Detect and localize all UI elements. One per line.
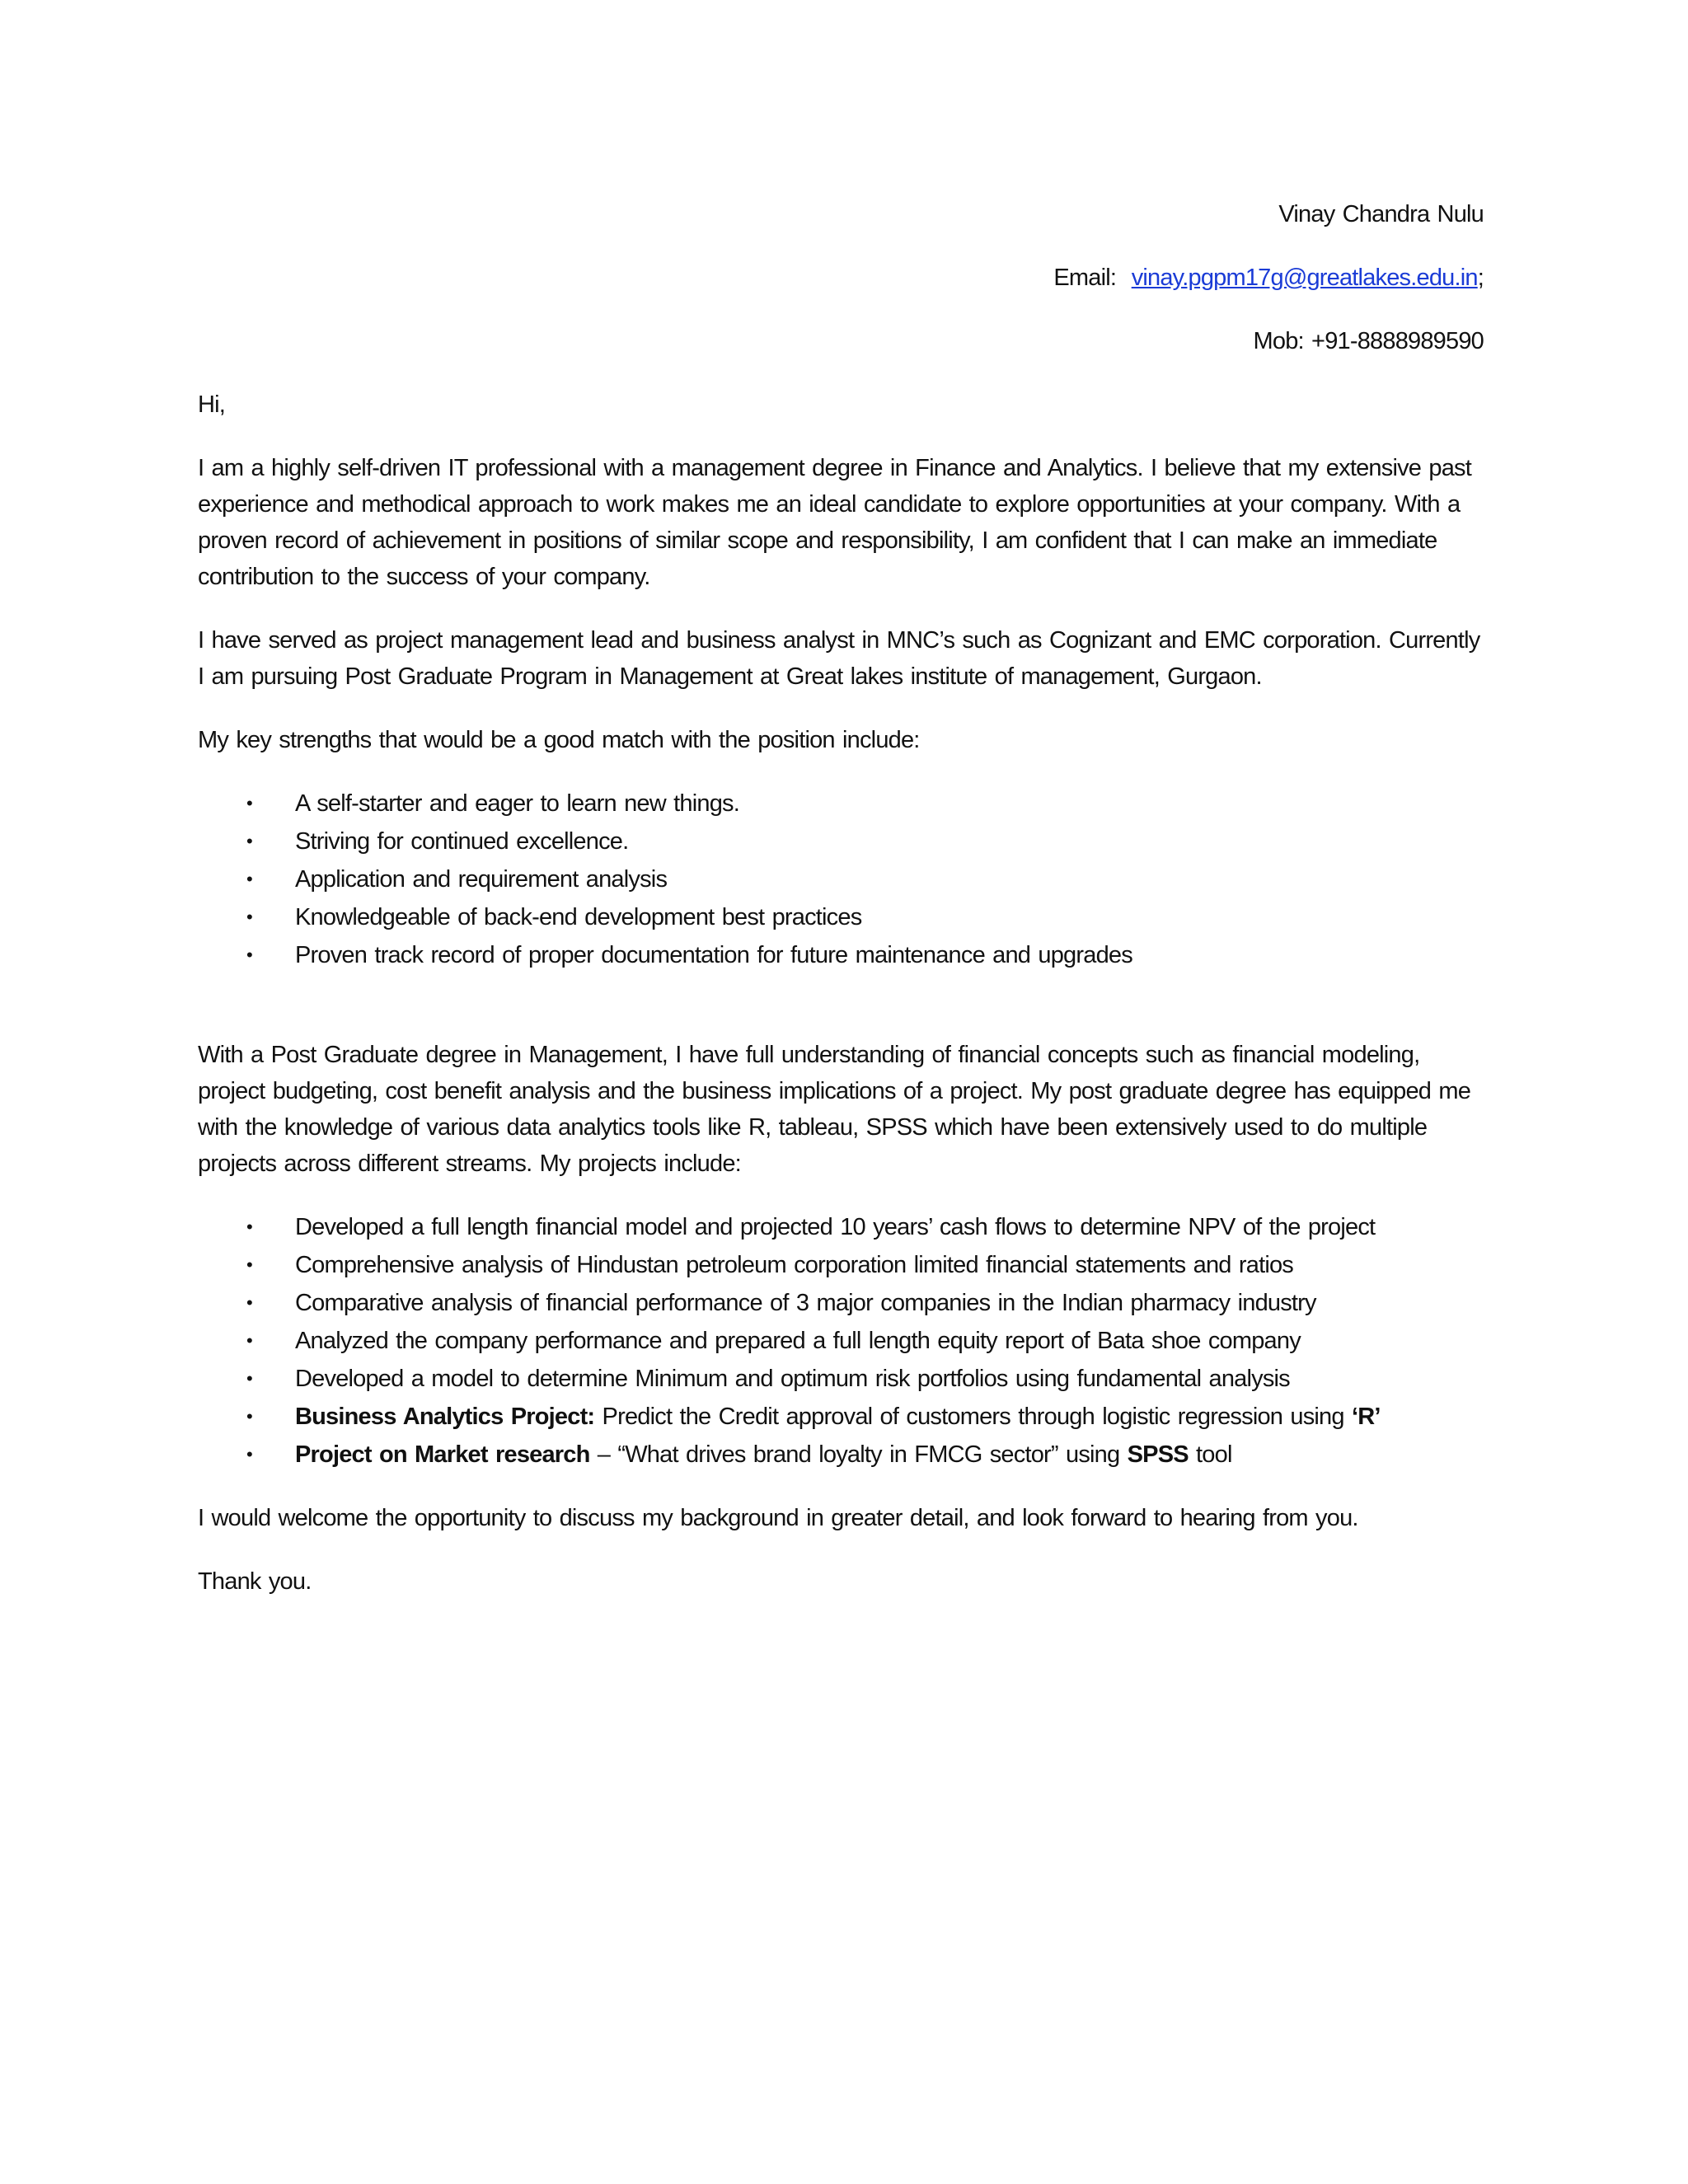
- list-item: • Developed a model to determine Minimum and optimum risk portfolios using fundamental analysis: [198, 1361, 1484, 1397]
- intro-paragraph: I am a highly self-driven IT professional with a management degree in Finance and Analytics. I believe that my extensive past experience and methodical approach to work makes me an ideal candidate to explore opportunities at your company. With a proven record of achievement in positions of similar scope and responsibility, I am confident that I can make an immediate contribution to the success of your company.: [198, 455, 1471, 590]
- sender-email-line: [198, 260, 1484, 296]
- list-item: • A self-starter and eager to learn new things.: [198, 785, 1484, 822]
- list-item: • Proven track record of proper documentation for future maintenance and upgrades: [198, 937, 1484, 973]
- letter-body: [198, 196, 1484, 1627]
- closing-paragraph: I would welcome the opportunity to discuss my background in greater detail, and look forward to hearing from you.: [198, 1505, 1358, 1531]
- list-item: • Comparative analysis of financial performance of 3 major companies in the Indian pharmacy industry: [198, 1285, 1484, 1321]
- experience-paragraph: I have served as project management lead and business analyst in MNC’s such as Cognizant and EMC corporation. Currently I am pursuing Post Graduate Program in Management at Great lakes institute of management, Gurgaon.: [198, 627, 1480, 690]
- email-label: Email:: [1053, 265, 1117, 291]
- signoff: Thank you.: [198, 1568, 312, 1595]
- list-item: • Knowledgeable of back-end development best practices: [198, 899, 1484, 935]
- bullet-icon: •: [246, 1444, 252, 1465]
- projects-intro: With a Post Graduate degree in Management, I have full understanding of financial concepts such as financial modeling, project budgeting, cost benefit analysis and the business implications of a project. My post graduate degree has equipped me with the knowledge of various data analytics tools like R, tableau, SPSS which have been extensively used to do multiple projects across different streams. My projects include:: [198, 1042, 1471, 1177]
- strengths-intro: My key strengths that would be a good match with the position include:: [198, 727, 920, 753]
- tool-name: SPSS: [1127, 1441, 1189, 1468]
- bullet-icon: •: [246, 1330, 252, 1351]
- list-item: • Analyzed the company performance and prepared a full length equity report of Bata shoe company: [198, 1323, 1484, 1359]
- list-item: • Project on Market research – “What drives brand loyalty in FMCG sector” using SPSS tool: [198, 1436, 1484, 1473]
- bullet-icon: •: [246, 907, 252, 927]
- strengths-list: [198, 785, 1484, 973]
- email-suffix: ;: [1477, 265, 1484, 291]
- sender-name: Vinay Chandra Nulu: [1278, 201, 1484, 227]
- bullet-icon: •: [246, 869, 252, 889]
- bullet-icon: •: [246, 1216, 252, 1237]
- bullet-icon: •: [246, 1292, 252, 1313]
- list-item: • Comprehensive analysis of Hindustan petroleum corporation limited financial statements and ratios: [198, 1247, 1484, 1283]
- sender-mobile: Mob: +91-8888989590: [1253, 328, 1484, 354]
- project-title: Business Analytics Project:: [295, 1404, 595, 1430]
- tool-name: ‘R’: [1351, 1404, 1381, 1430]
- list-item: • Striving for continued excellence.: [198, 823, 1484, 860]
- bullet-icon: •: [246, 793, 252, 813]
- list-item: • Developed a full length financial model and projected 10 years’ cash flows to determine NPV of the project: [198, 1209, 1484, 1245]
- bullet-icon: •: [246, 1406, 252, 1427]
- list-item: • Business Analytics Project: Predict the Credit approval of customers through logistic regression using ‘R’: [198, 1399, 1484, 1435]
- list-item: • Application and requirement analysis: [198, 861, 1484, 898]
- project-title: Project on Market research: [295, 1441, 590, 1468]
- email-link[interactable]: vinay.pgpm17g@greatlakes.edu.in: [1131, 265, 1478, 291]
- bullet-icon: •: [246, 944, 252, 965]
- bullet-icon: •: [246, 831, 252, 851]
- bullet-icon: •: [246, 1254, 252, 1275]
- sender-block: [198, 196, 1484, 359]
- spacer: [198, 1001, 1484, 1037]
- projects-list: [198, 1209, 1484, 1473]
- greeting: Hi,: [198, 391, 226, 418]
- bullet-icon: •: [246, 1368, 252, 1389]
